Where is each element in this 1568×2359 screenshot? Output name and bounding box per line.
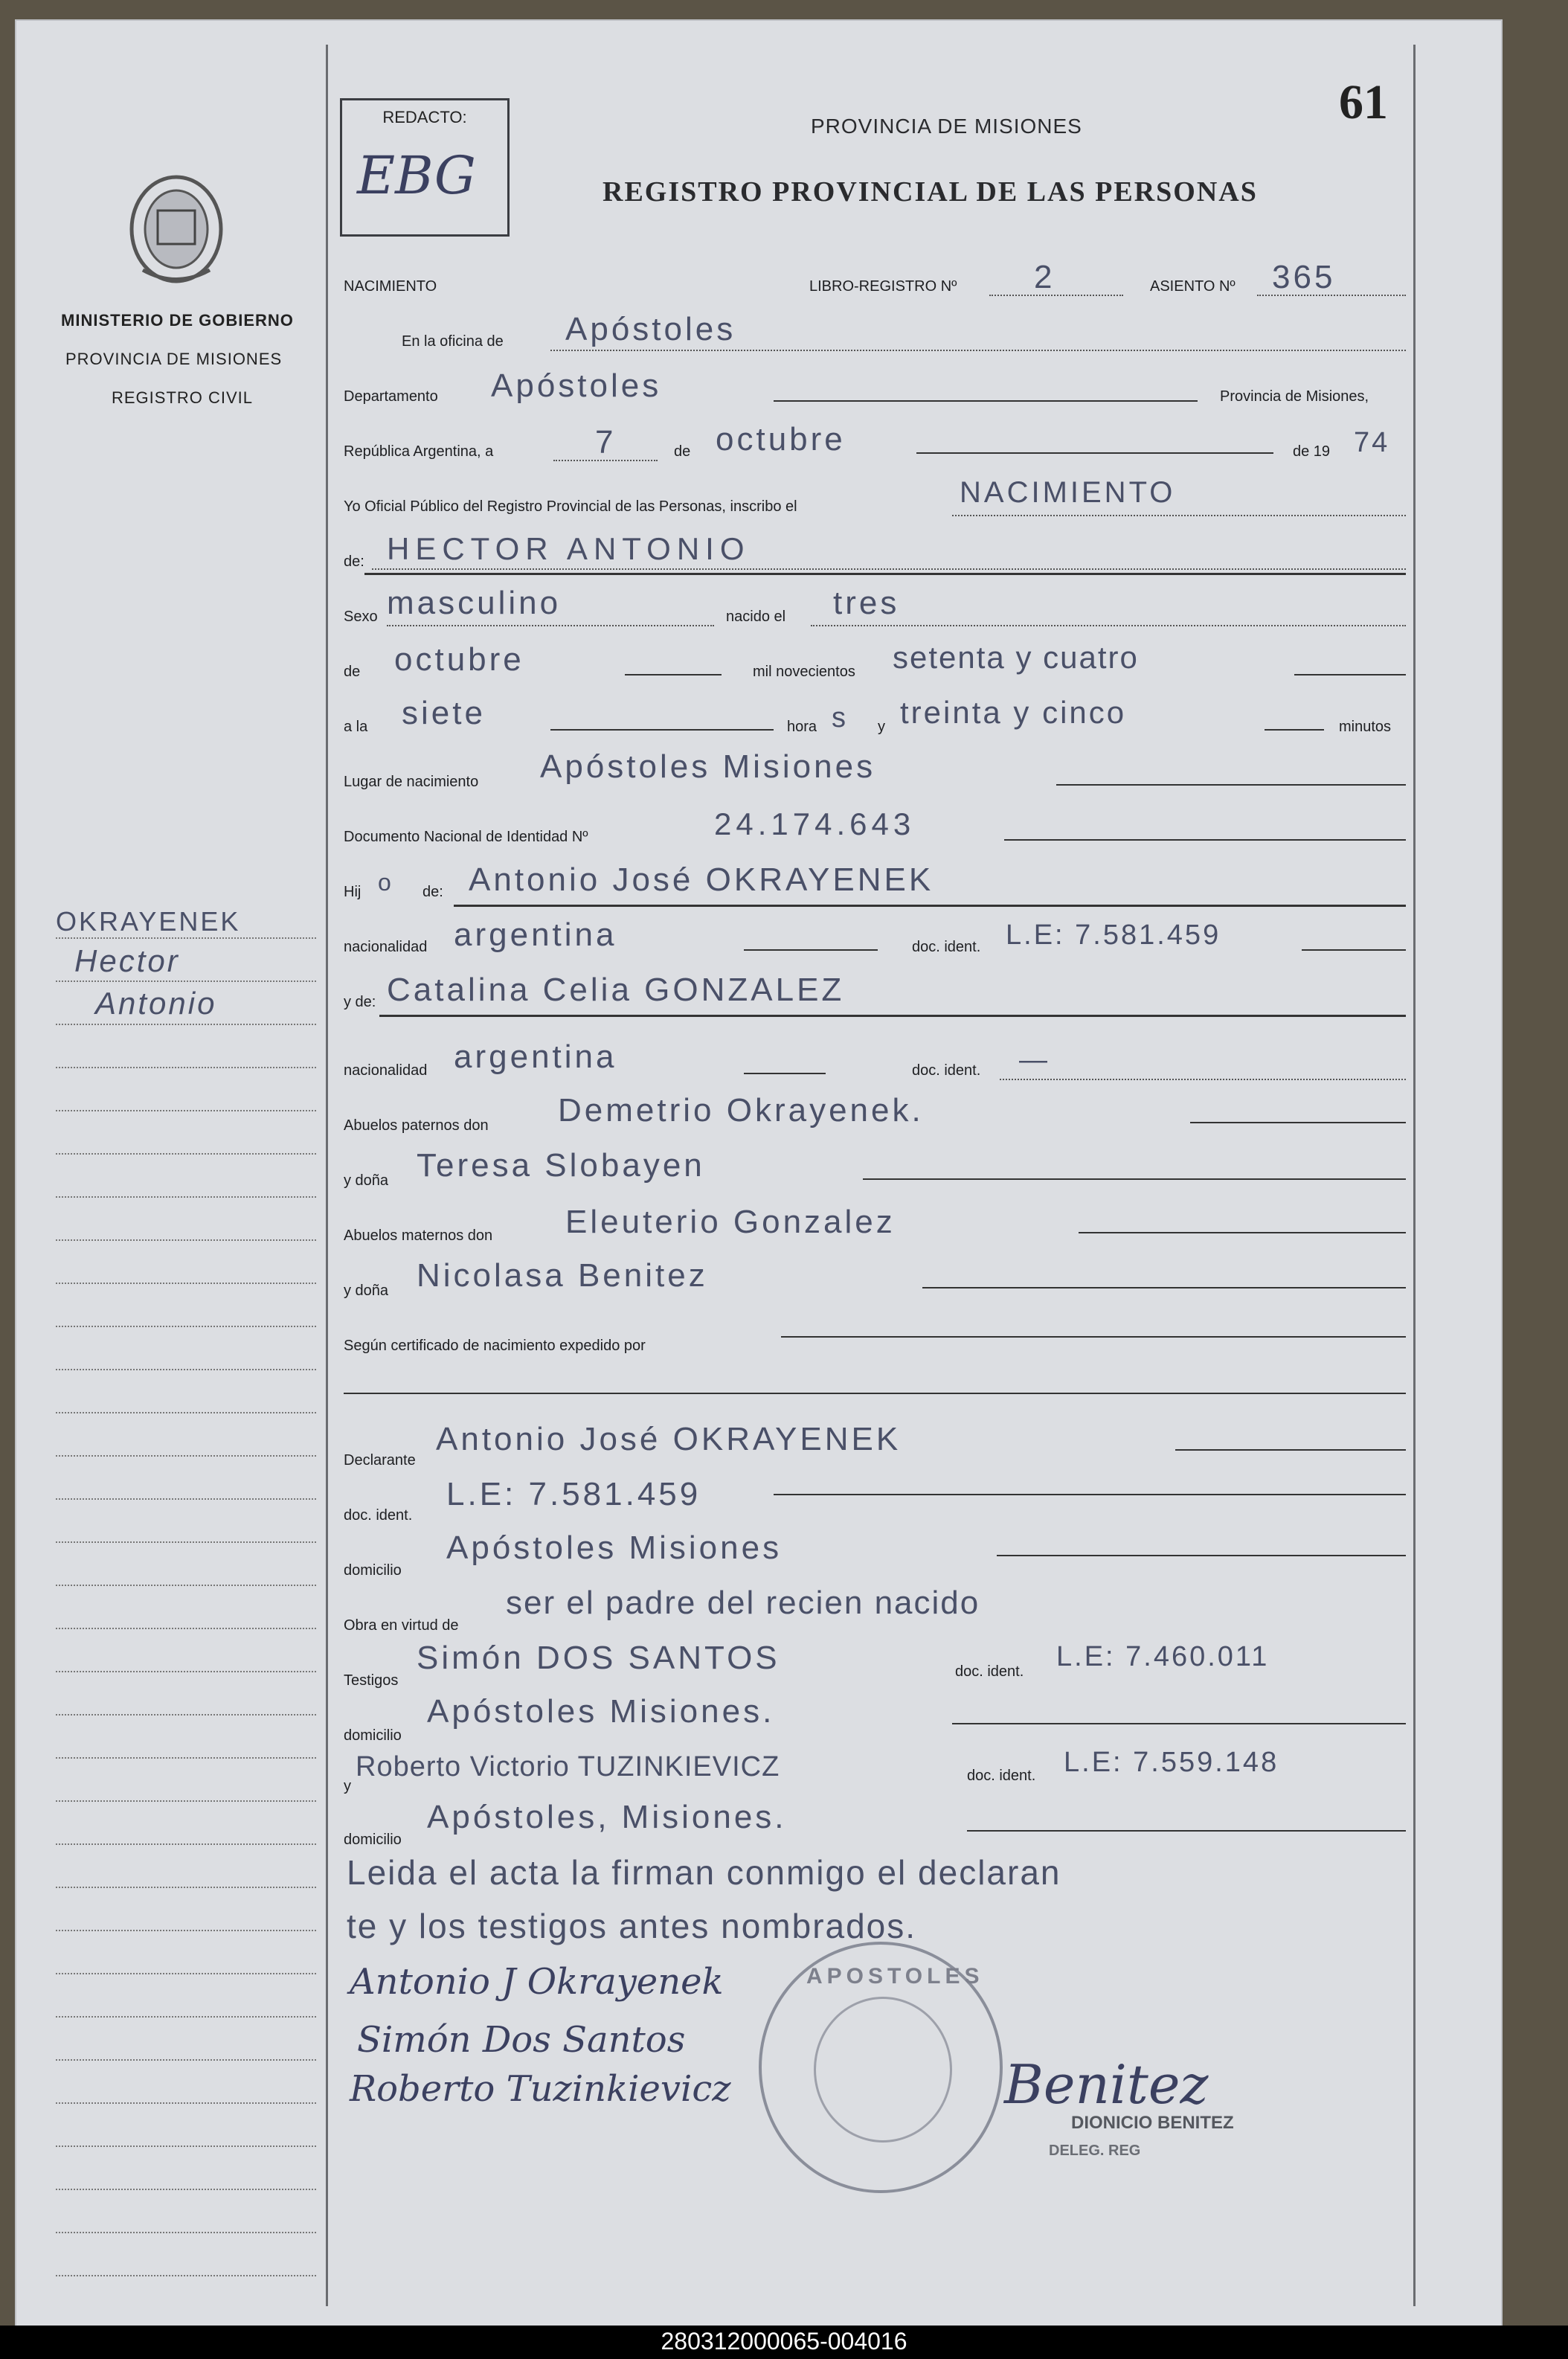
nac1-value: argentina <box>454 917 617 953</box>
margin-line <box>56 2232 316 2233</box>
signature-testigo2: Roberto Tuzinkievicz <box>350 2068 731 2110</box>
anio-label: de 19 <box>1293 443 1331 460</box>
y2-label: y <box>344 1778 351 1794</box>
margin-line <box>56 1585 316 1586</box>
de3-label: de <box>344 664 361 680</box>
margin-line <box>56 1541 316 1543</box>
doc2-label: doc. ident. <box>912 1062 981 1079</box>
abp2-value: Teresa Slobayen <box>417 1147 705 1184</box>
stamp-text: APOSTOLES <box>806 1964 984 1989</box>
ala-label: a la <box>344 719 368 735</box>
abm2-line <box>922 1287 1406 1288</box>
abp-line <box>1190 1122 1406 1123</box>
margin-line <box>56 2059 316 2061</box>
margin-line <box>56 1067 316 1068</box>
margin-line <box>56 1930 316 1931</box>
coat-of-arms-icon <box>121 170 232 289</box>
libro-value: 2 <box>1034 259 1055 295</box>
domicilio1-line <box>997 1555 1406 1556</box>
abm2-value: Nicolasa Benitez <box>417 1257 708 1294</box>
obra-value: ser el padre del recien nacido <box>506 1585 980 1621</box>
margin-line <box>56 1800 316 1802</box>
republica-label: República Argentina, a <box>344 443 494 460</box>
testigo2-value: Roberto Victorio TUZINKIEVICZ <box>356 1751 780 1782</box>
margin-line <box>56 1239 316 1241</box>
nac1-line <box>744 949 878 951</box>
declarante-label: Declarante <box>344 1452 416 1469</box>
hora-line <box>550 729 774 731</box>
sexo-value: masculino <box>387 585 562 621</box>
mil-value: setenta y cuatro <box>893 640 1139 675</box>
margin-name2: Antonio <box>95 986 217 1021</box>
abp-value: Demetrio Okrayenek. <box>558 1092 924 1129</box>
margin-line <box>56 1973 316 1974</box>
margin-line <box>56 980 316 982</box>
ydona2-label: y doña <box>344 1283 389 1299</box>
margin-line <box>56 1326 316 1327</box>
padre-underline <box>454 905 1406 907</box>
signature-declarante: Antonio J Okrayenek <box>350 1961 724 2003</box>
nac2-label: nacionalidad <box>344 1062 428 1079</box>
domicilio3-value: Apóstoles, Misiones. <box>427 1799 787 1835</box>
departamento-line <box>774 400 1198 402</box>
provincia-label: Provincia de Misiones, <box>1220 388 1369 405</box>
domicilio1-label: domicilio <box>344 1562 402 1579</box>
margin-line <box>56 1283 316 1284</box>
domicilio3-line <box>967 1830 1406 1832</box>
redacto-box <box>340 98 510 237</box>
margin-line <box>56 937 316 939</box>
margin-line <box>56 1757 316 1759</box>
libro-label: LIBRO-REGISTRO Nº <box>809 278 957 295</box>
margin-line <box>56 2102 316 2104</box>
obra-label: Obra en virtud de <box>344 1617 459 1634</box>
doc1-label: doc. ident. <box>912 939 981 955</box>
nacido-line <box>811 625 1406 626</box>
declarante-line <box>1175 1449 1406 1451</box>
mes-value: octubre <box>716 421 846 458</box>
segun-label: Según certificado de nacimiento expedido por <box>344 1338 646 1354</box>
margin-line <box>56 1843 316 1845</box>
y-label: y <box>878 719 885 735</box>
mes-line <box>916 452 1273 454</box>
margin-line <box>56 1714 316 1716</box>
official-title: DELEG. REG <box>1049 2143 1141 2159</box>
margin-line <box>56 1887 316 1888</box>
domicilio3-label: domicilio <box>344 1832 402 1848</box>
oficial-label: Yo Oficial Público del Registro Provincial de las Personas, inscribo el <box>344 498 797 515</box>
redacto-label: REDACTO: <box>382 108 467 126</box>
stamp-inner-ring <box>814 1997 952 2143</box>
lugar-value: Apóstoles Misiones <box>540 748 876 785</box>
doc1-line <box>1302 949 1406 951</box>
closing-line1: Leida el acta la firman conmigo el declaran <box>347 1853 1061 1892</box>
sexo-label: Sexo <box>344 609 378 625</box>
nombre-line <box>372 568 1406 570</box>
declarante-value: Antonio José OKRAYENEK <box>436 1421 902 1457</box>
minutos-line <box>1265 729 1324 731</box>
doc3-value: L.E: 7.581.459 <box>446 1476 701 1512</box>
doc4-value: L.E: 7.460.011 <box>1056 1641 1270 1672</box>
oficial-value: NACIMIENTO <box>960 476 1176 509</box>
dni-line <box>1004 839 1406 841</box>
domicilio1-value: Apóstoles Misiones <box>446 1530 783 1566</box>
doc4-label: doc. ident. <box>955 1663 1024 1680</box>
margin-line <box>56 1671 316 1672</box>
redacto-initials: EBG <box>357 145 476 206</box>
column-divider <box>326 45 328 2306</box>
minutos-label: minutos <box>1339 719 1392 735</box>
asiento-label: ASIENTO Nº <box>1150 278 1236 295</box>
hora-value: siete <box>402 695 486 731</box>
right-border <box>1413 45 1416 2306</box>
madre-underline <box>379 1015 1406 1017</box>
dia-value: 7 <box>595 424 617 460</box>
mil-label: mil novecientos <box>753 664 855 680</box>
asiento-value: 365 <box>1272 259 1336 295</box>
header-province: PROVINCIA DE MISIONES <box>811 115 1082 138</box>
de2-label: de: <box>344 553 364 570</box>
hijo-label: Hij <box>344 884 362 900</box>
dni-value: 24.174.643 <box>714 806 916 841</box>
mes-nac-line <box>625 674 722 675</box>
domicilio2-line <box>952 1723 1406 1724</box>
left-ministry: MINISTERIO DE GOBIERNO <box>61 311 294 330</box>
page-number: 61 <box>1339 75 1388 129</box>
abm-label: Abuelos maternos don <box>344 1227 493 1244</box>
departamento-value: Apóstoles <box>491 368 662 404</box>
blank-line <box>344 1393 1406 1394</box>
lugar-line <box>1056 784 1406 786</box>
doc3-label: doc. ident. <box>344 1507 413 1524</box>
hora-suffix: s <box>832 702 848 734</box>
left-province: PROVINCIA DE MISIONES <box>65 350 283 368</box>
abm-value: Eleuterio Gonzalez <box>565 1204 896 1240</box>
abp-label: Abuelos paternos don <box>344 1117 489 1134</box>
official-name: DIONICIO BENITEZ <box>1071 2113 1234 2133</box>
signature-testigo1: Simón Dos Santos <box>357 2019 686 2061</box>
record-type-label: NACIMIENTO <box>344 278 437 295</box>
testigo1-value: Simón DOS SANTOS <box>417 1640 780 1676</box>
doc2-line <box>1000 1079 1406 1080</box>
madre-value: Catalina Celia GONZALEZ <box>387 972 845 1008</box>
margin-line <box>56 2189 316 2190</box>
libro-line <box>989 295 1123 296</box>
domicilio2-label: domicilio <box>344 1727 402 1744</box>
domicilio2-value: Apóstoles Misiones. <box>427 1693 775 1730</box>
margin-line <box>56 1369 316 1370</box>
doc5-label: doc. ident. <box>967 1768 1036 1784</box>
footer-id: 280312000065-004016 <box>661 2328 907 2355</box>
margin-line <box>56 1412 316 1413</box>
hora-label: hora <box>787 719 817 735</box>
padre-value: Antonio José OKRAYENEK <box>469 861 934 898</box>
margin-line <box>56 1024 316 1025</box>
margin-line <box>56 1498 316 1500</box>
testigos-label: Testigos <box>344 1672 399 1689</box>
hijo-de-label: de: <box>422 884 443 900</box>
oficial-line <box>952 515 1406 516</box>
margin-line <box>56 1196 316 1198</box>
nombre-value: HECTOR ANTONIO <box>387 531 751 566</box>
oficina-value: Apóstoles <box>565 311 736 347</box>
ydona1-label: y doña <box>344 1172 389 1189</box>
margin-surname: OKRAYENEK <box>56 906 241 937</box>
nacido-value: tres <box>833 585 900 621</box>
nac2-line <box>744 1073 826 1074</box>
segun-line <box>781 1336 1406 1338</box>
oficina-line <box>550 350 1406 351</box>
dni-label: Documento Nacional de Identidad Nº <box>344 829 588 845</box>
lugar-label: Lugar de nacimiento <box>344 774 479 790</box>
margin-line <box>56 1455 316 1457</box>
nombre-underline <box>364 573 1406 575</box>
left-registry: REGISTRO CIVIL <box>112 388 254 407</box>
yde-label: y de: <box>344 994 376 1010</box>
doc3-line <box>774 1494 1406 1495</box>
anio-value: 74 <box>1354 427 1390 458</box>
nacido-label: nacido el <box>726 609 786 625</box>
abp2-line <box>863 1178 1406 1180</box>
minutos-value: treinta y cinco <box>900 695 1127 730</box>
closing-line2: te y los testigos antes nombrados. <box>347 1907 917 1945</box>
doc1-value: L.E: 7.581.459 <box>1006 919 1221 951</box>
abm-line <box>1079 1232 1406 1233</box>
nac1-label: nacionalidad <box>344 939 428 955</box>
margin-line <box>56 2145 316 2147</box>
mes-nac-value: octubre <box>394 641 524 678</box>
margin-line <box>56 1628 316 1629</box>
departamento-label: Departamento <box>344 388 438 405</box>
header-registry: REGISTRO PROVINCIAL DE LAS PERSONAS <box>603 176 1258 208</box>
hijo-suffix: o <box>378 869 393 896</box>
de-label: de <box>674 443 691 460</box>
sexo-line <box>387 625 714 626</box>
mil-line <box>1294 674 1406 675</box>
margin-line <box>56 2275 316 2276</box>
signature-official: Benitez <box>1004 2053 1209 2116</box>
doc2-value: — <box>1019 1044 1050 1076</box>
margin-name1: Hector <box>74 943 180 978</box>
oficina-label: En la oficina de <box>402 333 504 350</box>
official-stamp <box>759 1942 1003 2193</box>
margin-line <box>56 1153 316 1155</box>
nac2-value: argentina <box>454 1039 617 1075</box>
doc5-value: L.E: 7.559.148 <box>1064 1747 1279 1778</box>
margin-line <box>56 2016 316 2018</box>
margin-line <box>56 1110 316 1111</box>
